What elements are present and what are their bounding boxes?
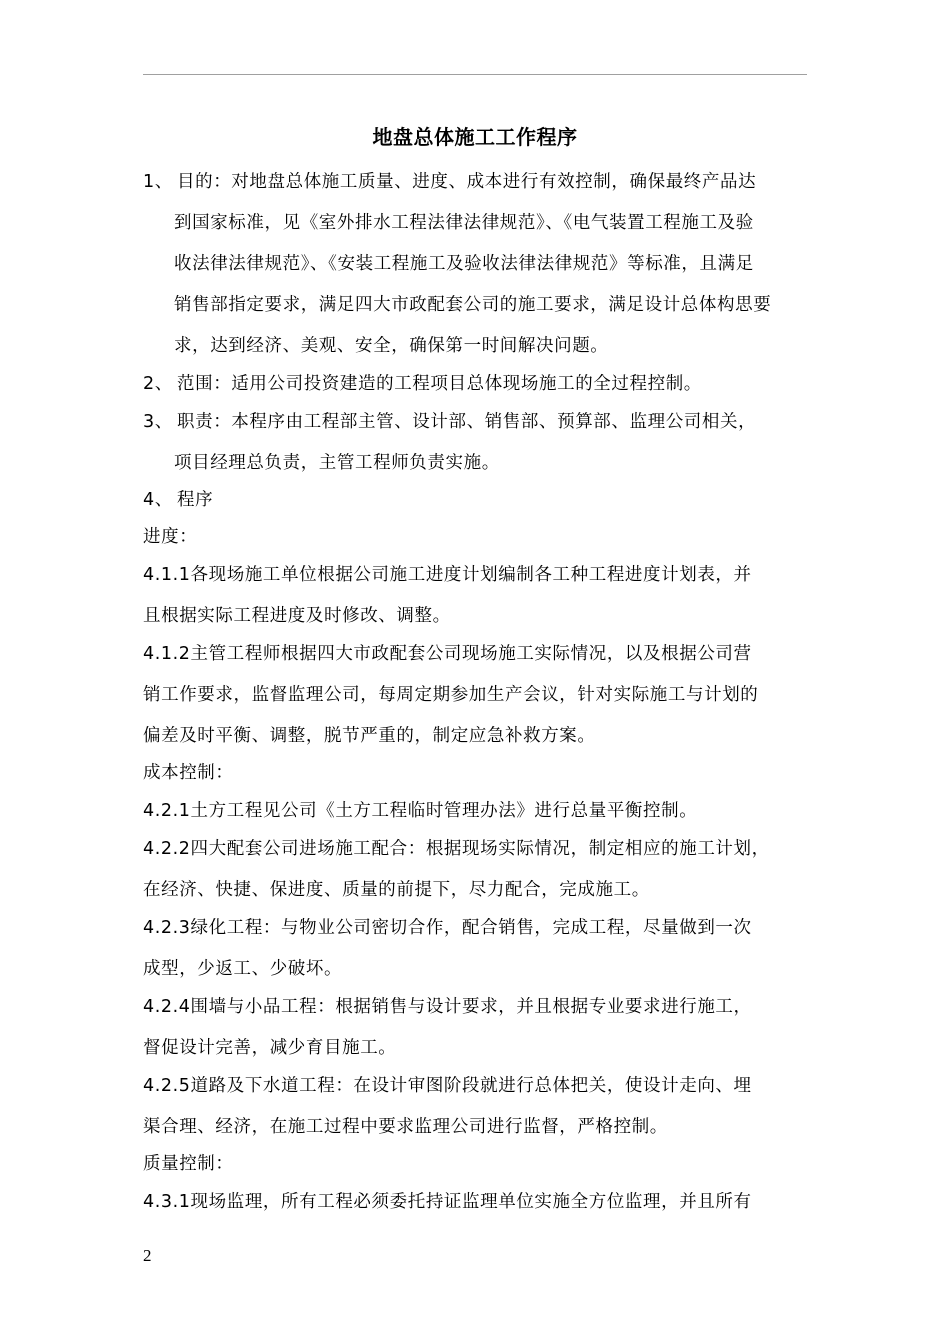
body-line [174, 291, 854, 316]
line-text: 销售部指定要求，满足四大市政配套公司的施工要求，满足设计总体构思要 [174, 295, 772, 315]
line-text: 4.1.2主管工程师根据四大市政配套公司现场施工实际情况，以及根据公司营 [143, 644, 752, 664]
body-line [143, 602, 823, 627]
line-text: 4.2.5道路及下水道工程：在设计审图阶段就进行总体把关，使设计走向、埋 [143, 1076, 752, 1096]
body-line [143, 1072, 823, 1097]
body-line [143, 876, 823, 901]
line-text: 成型，少返工、少破坏。 [143, 959, 343, 979]
line-text: 项目经理总负责，主管工程师负责实施。 [174, 453, 500, 473]
section-number: 1、 [143, 172, 173, 192]
section-number: 2、 [143, 374, 173, 394]
line-text: 4.1.1各现场施工单位根据公司施工进度计划编制各工种工程进度计划表，并 [143, 565, 752, 585]
line-text: 在经济、快捷、保进度、质量的前提下，尽力配合，完成施工。 [143, 880, 650, 900]
line-text: 渠合理、经济，在施工过程中要求监理公司进行监督，严格控制。 [143, 1117, 668, 1137]
body-line [174, 332, 854, 357]
body-line [143, 1034, 823, 1059]
line-text: 偏差及时平衡、调整，脱节严重的，制定应急补救方案。 [143, 726, 596, 746]
body-line [143, 640, 823, 665]
body-line [143, 1150, 823, 1175]
section-number: 3、 [143, 412, 173, 432]
body-line [143, 561, 823, 586]
body-line [143, 370, 823, 395]
body-line [143, 835, 823, 860]
body-line [143, 168, 823, 193]
line-text: 范围：适用公司投资建造的工程项目总体现场施工的全过程控制。 [177, 374, 702, 394]
line-text: 4.2.4围墙与小品工程：根据销售与设计要求，并且根据专业要求进行施工， [143, 997, 752, 1017]
line-text: 收法律法律规范》、《安装工程施工及验收法律法律规范》等标准，且满足 [174, 254, 754, 274]
line-text: 进度： [143, 527, 198, 547]
line-text: 成本控制： [143, 763, 234, 783]
body-line [174, 250, 854, 275]
line-text: 4.2.1土方工程见公司《土方工程临时管理办法》进行总量平衡控制。 [143, 801, 698, 821]
page-number: 2 [143, 1246, 152, 1265]
body-line [143, 408, 823, 433]
line-text: 督促设计完善，减少育目施工。 [143, 1038, 397, 1058]
line-text: 目的：对地盘总体施工质量、进度、成本进行有效控制，确保最终产品达 [177, 172, 757, 192]
line-text: 销工作要求，监督监理公司，每周定期参加生产会议，针对实际施工与计划的 [143, 685, 759, 705]
line-text: 且根据实际工程进度及时修改、调整。 [143, 606, 451, 626]
body-line [143, 1113, 823, 1138]
line-text: 求，达到经济、美观、安全，确保第一时间解决问题。 [174, 336, 609, 356]
line-text: 4.2.3绿化工程：与物业公司密切合作，配合销售，完成工程，尽量做到一次 [143, 918, 752, 938]
body-line [143, 993, 823, 1018]
body-line [143, 914, 823, 939]
line-text: 质量控制： [143, 1154, 234, 1174]
body-line [174, 209, 854, 234]
body-line [143, 797, 823, 822]
body-line [143, 486, 823, 511]
body-line [143, 955, 823, 980]
section-number: 4、 [143, 490, 173, 510]
line-text: 到国家标准，见《室外排水工程法律法律规范》、《电气装置工程施工及验 [174, 213, 754, 233]
body-line [143, 722, 823, 747]
page-title: 地盘总体施工工作程序 [372, 125, 578, 149]
line-text: 4.2.2四大配套公司进场施工配合：根据现场实际情况，制定相应的施工计划， [143, 839, 770, 859]
body-line [143, 681, 823, 706]
header-rule [143, 74, 807, 75]
body-line [143, 523, 823, 548]
body-line [143, 759, 823, 784]
body-line [143, 1188, 823, 1213]
line-text: 4.3.1现场监理，所有工程必须委托持证监理单位实施全方位监理，并且所有 [143, 1192, 752, 1212]
line-text: 程序 [177, 490, 214, 510]
body-line [174, 449, 854, 474]
line-text: 职责：本程序由工程部主管、设计部、销售部、预算部、监理公司相关， [177, 412, 757, 432]
